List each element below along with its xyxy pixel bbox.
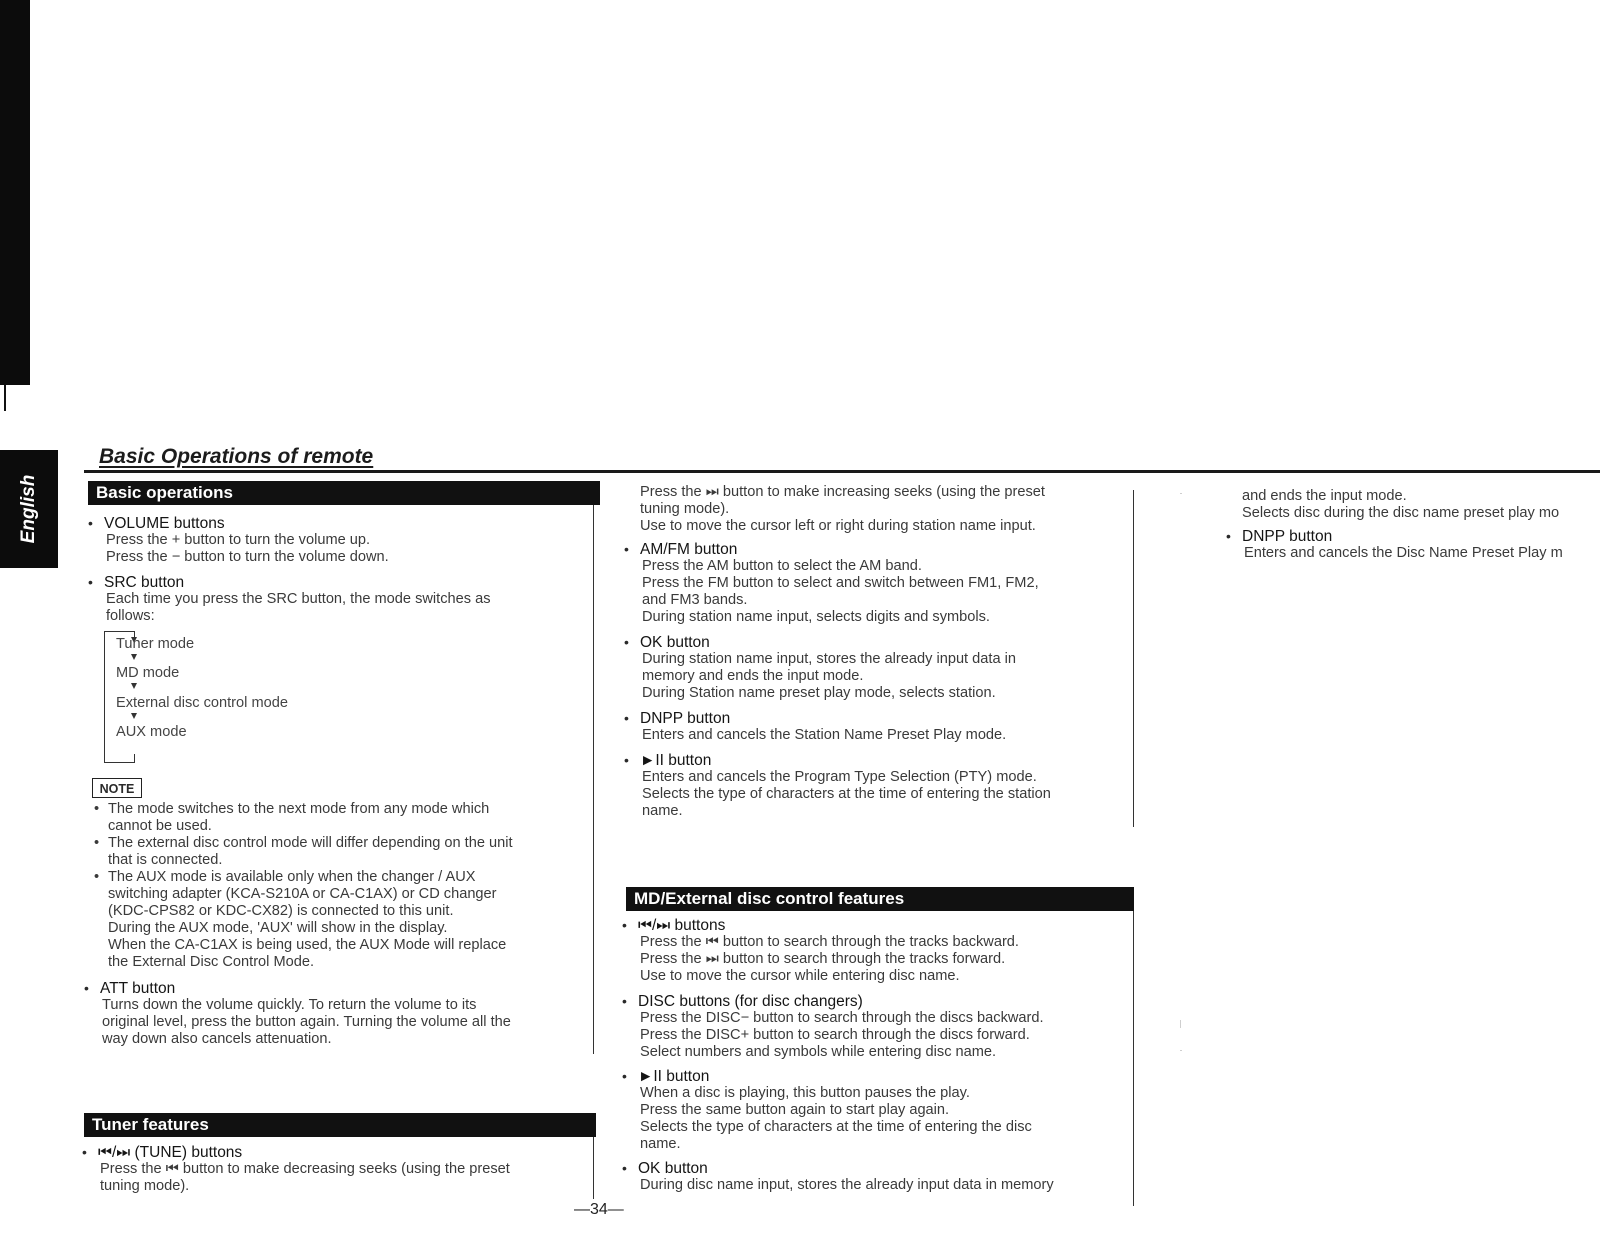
- bullet: •: [624, 634, 629, 650]
- section-header-basic-operations: Basic operations: [88, 481, 600, 505]
- disc-buttons-item: [622, 993, 1132, 1061]
- bullet: •: [84, 980, 89, 996]
- ok-continued-item: [1240, 488, 1600, 522]
- item-title: ►II button: [638, 1068, 710, 1085]
- mode-label-tuner: Tuner mode: [116, 636, 195, 652]
- bullet: •: [1226, 528, 1231, 544]
- mode-label-md: MD mode: [116, 665, 180, 681]
- item-description: Each time you press the SRC button, the mode switches as follows:: [106, 591, 491, 624]
- column-rule-2b: [1133, 911, 1134, 1206]
- md-ok-button-item: [622, 1160, 1132, 1194]
- item-title: VOLUME buttons: [104, 515, 225, 532]
- note-text: The mode switches to the next mode from any mode which cannot be used.: [108, 801, 490, 834]
- arrow-down-icon: [131, 654, 137, 660]
- mode-label-aux: AUX mode: [116, 724, 187, 740]
- note-badge: NOTE: [92, 778, 142, 798]
- section-header-md-external-disc: MD/External disc control features: [626, 887, 1134, 911]
- tune-buttons-item: [82, 1144, 592, 1195]
- cycle-line: [104, 762, 134, 763]
- play-pause-button-item: [624, 752, 1132, 820]
- bullet: •: [624, 752, 629, 768]
- language-tab-label: English: [18, 474, 39, 544]
- item-description: Press the ⏮ button to make decreasing seeks (using the preset tuning mode).: [100, 1161, 510, 1194]
- note-text: The AUX mode is available only when the changer / AUX switching adapter (KCA-S210A or CA-C1AX) or CD changer (KDC-CPS82 or KDC-CX82) is connected to this unit. During the AUX mode, 'AUX' will show in the display. When the CA-C1AX is being used, the AUX Mode will replace the External Disc Control Mode.: [108, 869, 507, 970]
- item-description: When a disc is playing, this button pauses the play. Press the same button again to start play again. Selects the type of characters at the time of entering the disc name.: [640, 1085, 1032, 1152]
- heading-rule: [84, 470, 1600, 473]
- item-description: Press the DISC− button to search through the discs backward. Press the DISC+ button to search through the discs forward. Select numbers and symbols while entering disc name.: [640, 1010, 1044, 1060]
- bullet: •: [82, 1144, 87, 1160]
- tune-continued-item: [638, 484, 1132, 535]
- column-rule-2: [1133, 490, 1134, 827]
- note-item: [94, 801, 594, 835]
- bullet: •: [622, 993, 627, 1009]
- item-description: Enters and cancels the Station Name Preset Play mode.: [642, 727, 1007, 743]
- item-description: Enters and cancels the Disc Name Preset Play m: [1244, 545, 1563, 561]
- item-title: SRC button: [104, 574, 185, 591]
- am-fm-button-item: [624, 541, 1132, 626]
- note-item: [94, 869, 594, 971]
- item-description: Press the ⏮ button to search through the tracks backward. Press the ⏭ button to search through the tracks forward. Use to move the cursor while entering disc name.: [640, 934, 1019, 984]
- item-description: During disc name input, stores the already input data in memory: [640, 1177, 1054, 1193]
- note-bullet: •: [94, 801, 100, 817]
- bullet: •: [622, 1160, 627, 1176]
- page-number: —34—: [574, 1201, 624, 1218]
- item-title: DNPP button: [640, 710, 731, 727]
- cycle-line: [104, 631, 134, 632]
- volume-buttons-item: [88, 515, 594, 566]
- edge-tick-mark: [4, 385, 6, 411]
- item-title: DNPP button: [1242, 528, 1333, 545]
- ok-button-item: [624, 634, 1132, 702]
- item-title: OK button: [638, 1160, 708, 1177]
- edge-tab-bar: [0, 0, 30, 385]
- item-title: OK button: [640, 634, 710, 651]
- bullet: •: [624, 541, 629, 557]
- mode-label-external-disc: External disc control mode: [116, 695, 288, 711]
- item-description: Enters and cancels the Program Type Selection (PTY) mode. Selects the type of characters at the time of entering the station name.: [642, 769, 1051, 819]
- bullet: •: [88, 574, 93, 590]
- bullet: •: [624, 710, 629, 726]
- arrow-down-icon: [131, 713, 137, 719]
- item-title: AM/FM button: [640, 541, 738, 558]
- item-description: Press the + button to turn the volume up. Press the − button to turn the volume down.: [106, 532, 389, 565]
- src-button-item: [88, 574, 594, 625]
- mode-cycle-diagram: [104, 627, 364, 767]
- track-buttons-item: [622, 917, 1132, 985]
- item-title: ⏮/⏭ buttons: [638, 917, 726, 934]
- att-button-item: [84, 980, 594, 1048]
- arrow-down-icon: [131, 683, 137, 689]
- language-tab: [0, 450, 58, 568]
- note-bullet: •: [94, 869, 100, 885]
- column-rule-1b: [593, 1137, 594, 1199]
- section-header-tuner-features: Tuner features: [84, 1113, 596, 1137]
- scan-mark: [1180, 1050, 1182, 1051]
- scan-mark: [1180, 493, 1182, 494]
- item-title: ►II button: [640, 752, 712, 769]
- item-title: ⏮/⏭ (TUNE) buttons: [98, 1144, 243, 1161]
- md-play-pause-button-item: [622, 1068, 1132, 1153]
- note-bullet: •: [94, 835, 100, 851]
- scan-mark: [1180, 1020, 1181, 1028]
- item-title: ATT button: [100, 980, 176, 997]
- item-description: Press the AM button to select the AM band. Press the FM button to select and switch between FM1, FM2, and FM3 bands. During station name input, selects digits and symbols.: [642, 558, 1039, 625]
- cycle-line: [104, 631, 105, 762]
- cycle-line: [134, 754, 135, 763]
- item-title: DISC buttons (for disc changers): [638, 993, 863, 1010]
- item-description: During station name input, stores the already input data in memory and ends the input mode. During Station name preset play mode, selects station.: [642, 651, 1016, 701]
- note-text: The external disc control mode will differ depending on the unit that is connected.: [108, 835, 513, 868]
- bullet: •: [622, 1068, 627, 1084]
- item-description: and ends the input mode. Selects disc during the disc name preset play mo: [1242, 488, 1560, 521]
- item-description: Press the ⏭ button to make increasing seeks (using the preset tuning mode). Use to move the cursor left or right during station name input.: [640, 484, 1045, 534]
- item-description: Turns down the volume quickly. To return the volume to its original level, press the button again. Turning the volume all the way down also cancels attenuation.: [102, 997, 511, 1047]
- page-heading: Basic Operations of remote: [99, 445, 374, 468]
- dnpp-button-item: [624, 710, 1132, 744]
- note-item: [94, 835, 594, 869]
- note-list: [94, 801, 594, 971]
- disc-dnpp-button-item: [1226, 528, 1600, 562]
- bullet: •: [622, 917, 627, 933]
- bullet: •: [88, 515, 93, 531]
